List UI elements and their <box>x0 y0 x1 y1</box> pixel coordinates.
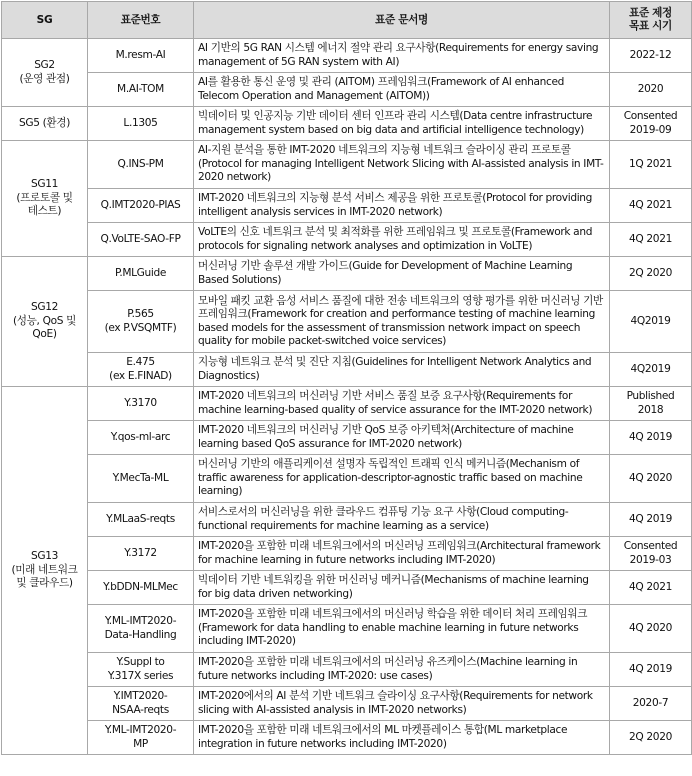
standard-number: Y.ML-IMT2020- MP <box>88 721 194 755</box>
header-number: 표준번호 <box>88 2 194 39</box>
standard-number: Y.IMT2020- NSAA-reqts <box>88 687 194 721</box>
standard-name: 지능형 네트워크 분석 및 진단 지침(Guidelines for Intelligent Network Analytics and Diagnostics) <box>194 353 610 387</box>
table-row <box>2 503 692 537</box>
standard-name: 빅데이터 및 인공지능 기반 데이터 센터 인프라 관리 시스템(Data centre infrastructure management system based on big data and artificial intelligence technology) <box>194 107 610 141</box>
target-date: 2Q 2020 <box>610 257 692 291</box>
target-date: 1Q 2021 <box>610 141 692 189</box>
standard-name: AI 기반의 5G RAN 시스템 에너지 절약 관리 요구사항(Requirements for energy saving management of 5G RAN system with AI) <box>194 39 610 73</box>
table-row <box>2 39 692 73</box>
sg-cell: SG12 (성능, QoS 및 QoE) <box>2 257 88 387</box>
standard-name: 서비스로서의 머신러닝을 위한 클라우드 컴퓨팅 기능 요구 사항(Cloud computing-functional requirements for machine learning as a service) <box>194 503 610 537</box>
table-row <box>2 353 692 387</box>
standard-number: Y.3170 <box>88 387 194 421</box>
standard-name: VoLTE의 신호 네트워크 분석 및 최적화를 위한 프레임워크 및 프로토콜(Framework and protocols for signaling network analyses and optimization in VoLTE) <box>194 223 610 257</box>
standard-number: Y.MLaaS-reqts <box>88 503 194 537</box>
standard-name: AI를 활용한 통신 운영 및 관리 (AITOM) 프레임워크(Framework of AI enhanced Telecom Operation and Management (AITOM)) <box>194 73 610 107</box>
standard-number: Q.IMT2020-PIAS <box>88 189 194 223</box>
sg-cell: SG11 (프로토콜 및 테스트) <box>2 141 88 257</box>
standard-name: IMT-2020을 포함한 미래 네트워크에서의 머신러닝 프레임워크(Architectural framework for machine learning in future networks including IMT-2020) <box>194 537 610 571</box>
sg-cell: SG13 (미래 네트워크 및 클라우드) <box>2 387 88 755</box>
table-row <box>2 257 692 291</box>
table-row <box>2 189 692 223</box>
standard-number: P.MLGuide <box>88 257 194 291</box>
target-date: Published 2018 <box>610 387 692 421</box>
standard-name: IMT-2020을 포함한 미래 네트워크에서의 ML 마켓플레이스 통합(ML marketplace integration in future networks including IMT-2020) <box>194 721 610 755</box>
table-row <box>2 141 692 189</box>
standards-table <box>1 1 692 755</box>
target-date: 2022-12 <box>610 39 692 73</box>
table-row <box>2 73 692 107</box>
standard-name: IMT-2020 네트워크의 지능형 분석 서비스 제공을 위한 프로토콜(Protocol for providing intelligent analysis services in IMT-2020 network) <box>194 189 610 223</box>
target-date: Consented 2019-09 <box>610 107 692 141</box>
table-row <box>2 605 692 653</box>
sg-cell: SG5 (환경) <box>2 107 88 141</box>
target-date: 4Q 2019 <box>610 421 692 455</box>
standard-number: Q.INS-PM <box>88 141 194 189</box>
sg-cell: SG2 (운영 관점) <box>2 39 88 107</box>
standard-number: Y.3172 <box>88 537 194 571</box>
table-row <box>2 223 692 257</box>
header-date: 표준 제정 목표 시기 <box>610 2 692 39</box>
standard-number: P.565 (ex P.VSQMTF) <box>88 291 194 353</box>
standard-name: AI-지원 분석을 통한 IMT-2020 네트워크의 지능형 네트워크 슬라이싱 관리 프로토콜(Protocol for managing Intelligent Network Slicing with AI-assisted analysis in IMT-2020 network) <box>194 141 610 189</box>
table-row <box>2 421 692 455</box>
table-row <box>2 455 692 503</box>
target-date: 4Q 2019 <box>610 653 692 687</box>
standard-name: IMT-2020 네트워크의 머신러닝 기반 QoS 보증 아키텍처(Architecture of machine learning based QoS assurance for IMT-2020 network) <box>194 421 610 455</box>
table-row <box>2 107 692 141</box>
target-date: 4Q 2020 <box>610 455 692 503</box>
table-row <box>2 291 692 353</box>
target-date: 4Q 2019 <box>610 503 692 537</box>
standard-name: IMT-2020을 포함한 미래 네트워크에서의 머신러닝 학습을 위한 데이터 처리 프레임워크(Framework for data handling to enable machine learning in future networks including IMT-2020) <box>194 605 610 653</box>
standard-number: Y.ML-IMT2020- Data-Handling <box>88 605 194 653</box>
standard-name: IMT-2020을 포함한 미래 네트워크에서의 머신러닝 유즈케이스(Machine learning in future networks including IMT-2020: use cases) <box>194 653 610 687</box>
table-row <box>2 687 692 721</box>
target-date: 4Q 2021 <box>610 189 692 223</box>
standard-number: Y.bDDN-MLMec <box>88 571 194 605</box>
standard-number: L.1305 <box>88 107 194 141</box>
standard-number: Y.MecTa-ML <box>88 455 194 503</box>
standard-name: 모바일 패킷 교환 음성 서비스 품질에 대한 전송 네트워크의 영향 평가를 위한 머신러닝 기반 프레임워크(Framework for creation and performance testing of machine learning based models for the assessment of transmission network impact on speech quality for mobile packet-switched voice services) <box>194 291 610 353</box>
standard-number: M.AI-TOM <box>88 73 194 107</box>
target-date: 4Q2019 <box>610 291 692 353</box>
standard-number: E.475 (ex E.FINAD) <box>88 353 194 387</box>
target-date: 2Q 2020 <box>610 721 692 755</box>
target-date: 4Q2019 <box>610 353 692 387</box>
table-row <box>2 571 692 605</box>
table-row <box>2 387 692 421</box>
target-date: Consented 2019-03 <box>610 537 692 571</box>
table-row <box>2 721 692 755</box>
target-date: 4Q 2020 <box>610 605 692 653</box>
header-name: 표준 문서명 <box>194 2 610 39</box>
target-date: 2020 <box>610 73 692 107</box>
standard-number: Y.qos-ml-arc <box>88 421 194 455</box>
standard-number: Q.VoLTE-SAO-FP <box>88 223 194 257</box>
target-date: 2020-7 <box>610 687 692 721</box>
standard-name: 머신러닝 기반 솔루션 개발 가이드(Guide for Development of Machine Learning Based Solutions) <box>194 257 610 291</box>
standard-name: IMT-2020 네트워크의 머신러닝 기반 서비스 품질 보증 요구사항(Requirements for machine learning-based quality of service assurance for the IMT-2020 network) <box>194 387 610 421</box>
standard-name: 빅데이터 기반 네트워킹을 위한 머신러닝 메커니즘(Mechanisms of machine learning for big data driven networking) <box>194 571 610 605</box>
table-row <box>2 653 692 687</box>
standard-name: IMT-2020에서의 AI 분석 기반 네트워크 슬라이싱 요구사항(Requirements for network slicing with AI-assisted analysis in IMT-2020 networks) <box>194 687 610 721</box>
target-date: 4Q 2021 <box>610 571 692 605</box>
table-row <box>2 537 692 571</box>
standard-number: M.resm-AI <box>88 39 194 73</box>
target-date: 4Q 2021 <box>610 223 692 257</box>
standard-number: Y.Suppl to Y.317X series <box>88 653 194 687</box>
header-sg: SG <box>2 2 88 39</box>
table-header-row <box>2 2 692 39</box>
standard-name: 머신러닝 기반의 애플리케이션 설명자 독립적인 트래픽 인식 메커니즘(Mechanism of traffic awareness for application-descriptor-agnostic traffic based on machine learning) <box>194 455 610 503</box>
